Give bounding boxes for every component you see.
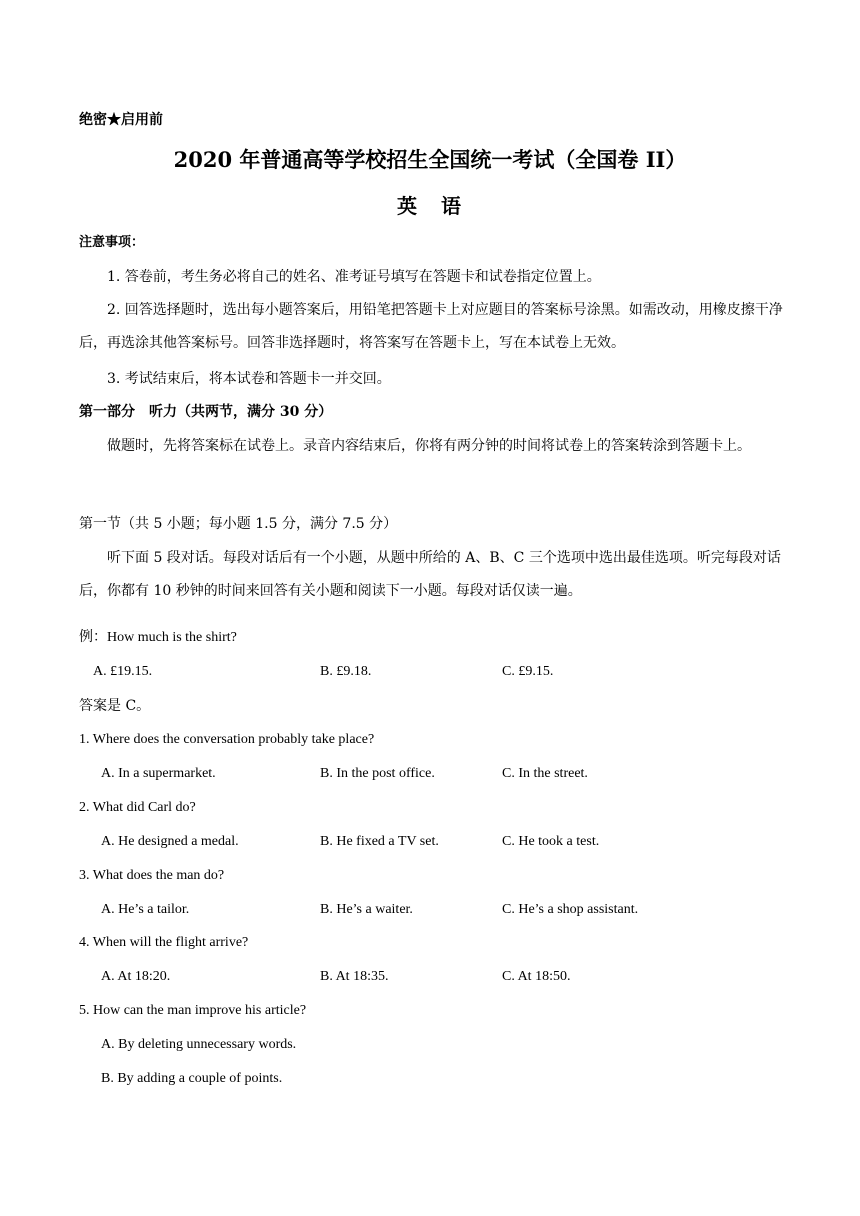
- question-text: 1. Where does the conversation probably take place?: [79, 732, 375, 747]
- example-question: 例：How much is the shirt?: [79, 630, 237, 645]
- part1-instruction-text: 做题时，先将答案标在试卷上。录音内容结束后，你将有两分钟的时间将试卷上的答案转涂到答题卡上。: [107, 438, 751, 454]
- option-a: A. He designed a medal.: [101, 834, 239, 849]
- notes-heading: 注意事项：: [79, 235, 145, 250]
- example-option-b: B. £9.18.: [320, 664, 372, 679]
- exam-title: 2020 年普通高等学校招生全国统一考试（全国卷 II）: [173, 147, 687, 172]
- note-item-text: 2. 回答选择题时，选出每小题答案后，用铅笔把答题卡上对应题目的答案标号涂黑。如需改动，用橡皮擦干净后，再选涂其他答案标号。回答非选择题时，将答案写在答题卡上，写在本试卷上无效。: [79, 302, 783, 351]
- option-b: B. In the post office.: [320, 766, 435, 781]
- option-b: B. At 18:35.: [320, 969, 389, 984]
- subject-title: 英 语: [397, 194, 463, 218]
- option-b: B. He fixed a TV set.: [320, 834, 439, 849]
- example-option-c: C. £9.15.: [502, 664, 554, 679]
- option-a: A. He’s a tailor.: [101, 902, 190, 917]
- part1-heading: 第一部分 听力（共两节，满分 30 分）: [79, 404, 333, 420]
- note-item: 1. 答卷前，考生务必将自己的姓名、准考证号填写在答题卡和试卷指定位置上。: [107, 269, 601, 285]
- question-text: 3. What does the man do?: [79, 868, 225, 883]
- section1-instruction-text: 听下面 5 段对话。每段对话后有一个小题，从题中所给的 A、B、C 三个选项中选出最佳选项。听完每段对话后，你都有 10 秒钟的时间来回答有关小题和阅读下一小题。每段对话仅读一遍。: [79, 550, 781, 599]
- option-c: C. He’s a shop assistant.: [502, 902, 639, 917]
- section1-instruction: [79, 542, 785, 608]
- confidential-label: 绝密★启用前: [79, 112, 163, 128]
- example-option-a: A. £19.15.: [93, 664, 153, 679]
- option-b: B. By adding a couple of points.: [101, 1071, 283, 1086]
- option-c: C. In the street.: [502, 766, 588, 781]
- part1-instruction: [79, 430, 785, 463]
- note-item: 3. 考试结束后，将本试卷和答题卡一并交回。: [107, 371, 391, 387]
- question-text: 4. When will the flight arrive?: [79, 935, 249, 950]
- option-a: A. At 18:20.: [101, 969, 171, 984]
- question-text: 2. What did Carl do?: [79, 800, 196, 815]
- option-a: A. By deleting unnecessary words.: [101, 1037, 297, 1052]
- note-item: [79, 294, 785, 360]
- example-answer: 答案是 C。: [79, 698, 151, 714]
- question-text: 5. How can the man improve his article?: [79, 1003, 307, 1018]
- option-b: B. He’s a waiter.: [320, 902, 413, 917]
- option-c: C. At 18:50.: [502, 969, 571, 984]
- section1-heading: 第一节（共 5 小题；每小题 1.5 分，满分 7.5 分）: [79, 516, 398, 532]
- option-c: C. He took a test.: [502, 834, 600, 849]
- option-a: A. In a supermarket.: [101, 766, 216, 781]
